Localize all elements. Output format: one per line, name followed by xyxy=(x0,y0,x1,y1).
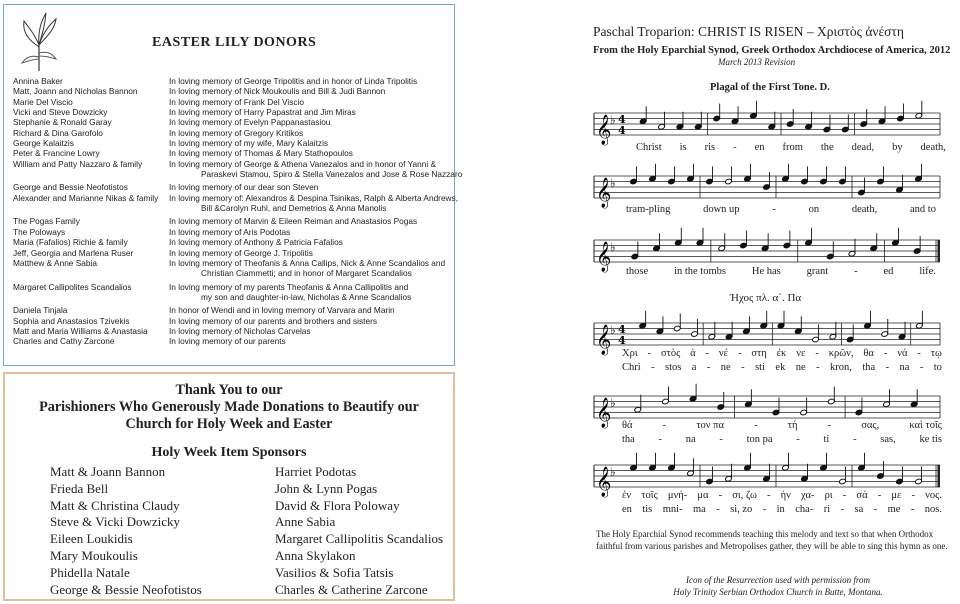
donor-row xyxy=(13,169,463,180)
donor-row xyxy=(13,237,453,247)
donor-name: Vicki and Steve Dowzicky xyxy=(13,107,108,118)
lyric-syllable: - xyxy=(910,504,915,515)
lyric-syllable: ti xyxy=(823,434,830,445)
lyric-syllable: - xyxy=(840,504,845,515)
lyric-syllable: in xyxy=(776,504,785,515)
thank-you-line-2: Parishioners Who Generously Made Donations to Beautify our xyxy=(39,399,419,415)
sponsor-name: George & Bessie Neofotistos xyxy=(50,581,202,597)
donor-memorial: In loving memory of Aris Podotas xyxy=(169,226,291,237)
sponsor-name: Harriet Podotas xyxy=(275,464,357,479)
donor-memorial: In loving memory of: Alexandros & Despina Tsinikas, Ralph & Alberta Andrews, xyxy=(169,192,459,203)
donor-name: The Poloways xyxy=(13,226,66,237)
lyric-syllable: Christ xyxy=(636,142,662,153)
donor-name: Matt, Joann and Nicholas Bannon xyxy=(13,86,138,97)
donor-memorial: In loving memory of our dear son Steven xyxy=(169,182,319,193)
lyric-syllable: στη xyxy=(751,348,767,359)
music-sheet xyxy=(588,10,956,600)
lyric-syllable: τοῖς xyxy=(641,490,658,501)
lyric-syllable: νά xyxy=(897,348,908,359)
donor-row xyxy=(13,203,453,213)
lyric-syllable: from xyxy=(782,142,803,153)
music-mode-label: Plagal of the First Tone. D. xyxy=(710,82,830,93)
donor-memorial: In loving memory of Evelyn Pappanastasiou xyxy=(169,117,331,128)
donors-title: EASTER LILY DONORS xyxy=(152,35,317,50)
greek-mode-label: Ήχος πλ. α΄. Πα xyxy=(730,292,802,304)
lyric-syllable: He has xyxy=(751,266,781,277)
lyric-syllable: κρῶν, xyxy=(828,348,854,359)
easter-lily-donors-panel xyxy=(3,4,463,366)
lyric-syllable: na xyxy=(685,434,696,445)
lyric-syllable: - xyxy=(716,504,720,515)
donor-row xyxy=(13,182,453,192)
lyric-syllable: ma xyxy=(692,504,706,515)
donor-name xyxy=(13,268,169,278)
sponsors-right-column xyxy=(275,464,443,598)
lyric-syllable: - xyxy=(772,204,776,215)
donor-name: Richard & Dina Garofolo xyxy=(13,127,103,138)
lyric-syllable: sti xyxy=(755,362,765,373)
lyric-syllable: nos. xyxy=(924,504,942,515)
time-signature: 4 xyxy=(618,113,626,126)
lyric-syllable: μα xyxy=(697,490,709,501)
flat-sign-icon: ♭ xyxy=(610,176,616,190)
lyric-syllable: θα xyxy=(863,348,874,359)
donor-memorial: In loving memory of Frank Del Viscio xyxy=(169,96,304,107)
donor-row xyxy=(13,159,453,169)
lyric-syllable: ed xyxy=(883,266,894,277)
treble-clef-icon: 𝄞 xyxy=(596,325,612,355)
donor-memorial: In loving memory of George J. Tripolitis xyxy=(169,247,313,258)
sponsor-name: Margaret Callipolitis Scandalios xyxy=(275,531,444,547)
lyric-syllable: me xyxy=(887,504,901,515)
sponsors-panel xyxy=(3,372,455,601)
lyric-syllable: - xyxy=(706,362,711,373)
lyric-syllable: στὸς xyxy=(660,348,681,359)
lyric-syllable: ρι xyxy=(824,490,833,501)
donor-row xyxy=(13,227,453,237)
lyric-syllable: - xyxy=(796,434,800,445)
lyric-syllable: death, xyxy=(851,204,878,215)
thank-you-line-3: Church for Holy Week and Easter xyxy=(125,416,333,432)
donor-row xyxy=(13,268,453,278)
lyric-syllable: sas, xyxy=(880,434,896,445)
lyric-syllable: - xyxy=(885,362,890,373)
lyric-syllable: ris xyxy=(704,142,716,153)
donor-name xyxy=(13,169,169,179)
lyric-syllable: τῳ xyxy=(930,348,942,359)
donor-row xyxy=(13,128,453,138)
donor-name: George and Bessie Neofotistos xyxy=(13,182,128,193)
lyric-syllable: a xyxy=(691,362,697,373)
lyric-syllable: is xyxy=(679,142,687,153)
translit-lyrics-line-1 xyxy=(622,362,942,373)
sponsors-left-column xyxy=(50,464,202,598)
greek-lyrics-line-2 xyxy=(622,420,942,431)
donor-row xyxy=(13,192,459,203)
icon-credit-line-1: Icon of the Resurrection used with permission from xyxy=(685,575,871,585)
lyric-syllable: - xyxy=(877,490,882,501)
donor-row xyxy=(13,292,453,302)
lyric-syllable: en xyxy=(622,504,632,515)
lyric-syllable: down up xyxy=(703,204,740,215)
lyric-syllable: θά xyxy=(622,420,633,431)
lily-icon xyxy=(16,11,62,73)
greek-lyrics-line-1 xyxy=(622,348,942,359)
lyric-syllable: τή xyxy=(787,420,798,431)
sponsor-name: Vasilios & Sofia Tatsis xyxy=(275,564,394,580)
lyrics-line-1 xyxy=(636,142,946,153)
donor-memorial: In loving memory of Harry Papastrat and Jim Miras xyxy=(169,107,356,118)
staff-system-1 xyxy=(594,105,950,145)
flat-sign-icon: ♭ xyxy=(610,323,616,337)
lyric-syllable: - xyxy=(816,362,820,373)
lyric-syllable: - xyxy=(873,504,878,515)
lyric-syllable: ne xyxy=(795,362,806,373)
lyric-syllable: ἐκ xyxy=(776,348,787,359)
lyric-syllable: ton pa xyxy=(746,434,773,445)
lyric-syllable: - xyxy=(718,490,723,501)
donor-memorial: In loving memory of Anthony & Patricia Fafalios xyxy=(169,237,343,248)
sponsor-name: Steve & Vicki Dowzicky xyxy=(50,514,181,530)
treble-clef-icon: 𝄞 xyxy=(596,115,612,145)
lyric-syllable: those xyxy=(626,266,649,277)
synod-note: The Holy Eparchial Synod recommends teaching this melody and text so that when Orthodox faithful from various parishes and Metropolises gather, they will be able to sing this hymn as one. xyxy=(596,529,948,551)
translit-lyrics-line-2 xyxy=(622,434,942,445)
lyric-syllable: με xyxy=(891,490,902,501)
donor-name: Annina Baker xyxy=(13,76,63,86)
lyric-syllable: - xyxy=(737,348,742,359)
lyric-syllable: χα- xyxy=(801,490,815,501)
lyric-syllable: - xyxy=(815,348,819,359)
donor-name: William and Patty Nazzaro & family xyxy=(13,158,143,169)
treble-clef-icon: 𝄞 xyxy=(596,467,612,497)
sponsor-name: Charles & Catherine Zarcone xyxy=(275,581,428,597)
lyric-syllable: ke tis xyxy=(919,434,942,445)
lyric-syllable: tha xyxy=(862,362,876,373)
donor-memorial: In loving memory of our parents and brothers and sisters xyxy=(169,315,377,326)
lyric-syllable: - xyxy=(658,434,663,445)
flat-sign-icon: ♭ xyxy=(610,396,616,410)
lyric-syllable: tram-pling xyxy=(626,204,671,215)
lyric-syllable: to xyxy=(933,362,942,373)
flat-sign-icon: ♭ xyxy=(610,240,616,254)
lyric-syllable: νος. xyxy=(925,490,942,501)
icon-credit xyxy=(618,575,938,598)
holy-week-sponsors-title: Holy Week Item Sponsors xyxy=(151,445,307,460)
donor-memorial: Bill &Carolyn Ruhl, and Demetrios & Anna Manolis xyxy=(201,203,387,214)
lyric-syllable: Chri xyxy=(622,362,641,373)
lyric-syllable: - xyxy=(883,348,888,359)
lyrics-line-3 xyxy=(626,266,936,277)
lyric-syllable: si, zo xyxy=(730,504,753,515)
lyric-syllable: - xyxy=(762,504,767,515)
donor-row xyxy=(13,282,453,292)
donor-row xyxy=(13,117,453,127)
lyric-syllable: life. xyxy=(919,266,936,277)
donor-name: Sophia and Anastasios Tzivekis xyxy=(13,315,130,326)
sponsor-name: Anna Skylakon xyxy=(275,547,356,563)
flat-sign-icon: ♭ xyxy=(610,465,616,479)
flat-sign-icon: ♭ xyxy=(610,113,616,127)
donor-name: Margaret Callipolites Scandalios xyxy=(13,281,132,292)
sponsor-name: John & Lynn Pogas xyxy=(275,480,378,496)
lyric-syllable: - xyxy=(651,362,655,373)
lyric-syllable: mni- xyxy=(662,504,683,515)
donor-row xyxy=(13,86,453,96)
donor-memorial: In loving memory of my parents Theofanis & Anna Callipolitis and xyxy=(169,281,409,292)
donor-memorial: In loving memory of Nick Moukoulis and Bill & Judi Bannon xyxy=(169,86,386,97)
lyric-syllable: - xyxy=(741,362,745,373)
donor-row xyxy=(13,305,453,315)
donor-row xyxy=(13,138,453,148)
translit-lyrics-line-3 xyxy=(622,504,942,515)
lyric-syllable: σά xyxy=(856,490,868,501)
donor-name: Jeff, Georgia and Marlena Ruser xyxy=(13,247,134,258)
lyric-syllable: kron, xyxy=(830,362,852,373)
donor-memorial: In honor of Wendi and in loving memory of Varvara and Marin xyxy=(169,305,395,316)
lyric-syllable: stos xyxy=(665,362,682,373)
icon-credit-line-2: Holy Trinity Serbian Orthodox Church in Butte, Montana. xyxy=(673,586,883,597)
lyric-syllable: death, xyxy=(920,142,946,153)
donor-row xyxy=(13,326,453,336)
donor-name: Matthew & Anne Sabia xyxy=(13,257,97,268)
thank-you-heading xyxy=(5,382,453,433)
time-signature: 4 xyxy=(618,334,626,347)
lyric-syllable: - xyxy=(917,348,921,359)
donor-list xyxy=(13,76,463,347)
donor-row xyxy=(13,107,453,117)
donor-row xyxy=(13,316,453,326)
lyric-syllable: - xyxy=(662,420,667,431)
lyric-syllable: - xyxy=(754,420,758,431)
lyric-syllable: τον πα xyxy=(696,420,724,431)
donor-memorial: In loving memory of Thomas & Mary Stathopoulos xyxy=(169,148,353,159)
final-bar-line xyxy=(938,465,941,487)
lyric-syllable: ri xyxy=(823,504,831,515)
donor-name: Charles and Cathy Zarcone xyxy=(13,336,115,347)
lyric-syllable: - xyxy=(767,490,771,501)
donor-name: Marie Del Viscio xyxy=(13,96,73,107)
lyric-syllable: νε xyxy=(796,348,806,359)
sponsor-name: Eileen Loukidis xyxy=(50,531,133,547)
lyric-syllable: - xyxy=(911,490,915,501)
lyric-syllable: tha xyxy=(622,434,635,445)
lyric-syllable: καὶ τοῖς xyxy=(909,420,942,431)
sponsor-name: David & Flora Poloway xyxy=(275,497,400,513)
music-title: Paschal Troparion: CHRIST IS RISEN – Χριστὸς ἀνέστη xyxy=(593,24,904,39)
thank-you-line-1: Thank You to our xyxy=(175,382,283,398)
lyric-syllable: na xyxy=(899,362,910,373)
donor-name: The Pogas Family xyxy=(13,216,80,227)
donor-row xyxy=(13,258,453,268)
final-bar-line xyxy=(938,240,941,262)
donor-memorial: In loving memory of Gregory Kritikos xyxy=(169,127,304,138)
lyric-syllable: - xyxy=(705,348,710,359)
lyric-syllable: the xyxy=(820,142,834,153)
music-revision: March 2013 Revision xyxy=(718,57,796,67)
lyric-syllable: μνή- xyxy=(667,490,688,501)
lyric-syllable: - xyxy=(842,490,847,501)
donor-memorial: In loving memory of George Tripolitis and in honor of Linda Tripolitis xyxy=(169,76,418,86)
time-signature: 4 xyxy=(618,124,626,137)
lyric-syllable: ἀ xyxy=(690,348,696,359)
lyric-syllable: on xyxy=(808,204,820,215)
donor-row xyxy=(13,148,453,158)
sponsor-name: Anne Sabia xyxy=(275,514,336,530)
lyrics-line-2 xyxy=(626,204,936,215)
staff-system-2 xyxy=(594,168,950,208)
donor-name: Stephanie & Ronald Garay xyxy=(13,117,112,128)
donor-row xyxy=(13,76,453,86)
sponsor-name: Matt & Christina Claudy xyxy=(50,497,180,513)
donor-name: Daniela Tinjala xyxy=(13,305,68,316)
lyric-syllable: σας, xyxy=(861,420,880,431)
lyric-syllable: - xyxy=(853,434,857,445)
treble-clef-icon: 𝄞 xyxy=(596,398,612,428)
lyric-syllable: dead, xyxy=(851,142,875,153)
lyric-syllable: νέ xyxy=(718,348,729,359)
lyric-syllable: ὴν xyxy=(780,490,791,501)
lyric-syllable: ek xyxy=(775,362,786,373)
lyric-syllable: by xyxy=(892,142,903,153)
donor-memorial: my son and daughter-in-law, Nicholas & Anne Scandalios xyxy=(201,291,412,302)
lyric-syllable: grant xyxy=(806,266,829,277)
lyric-syllable: - xyxy=(919,362,924,373)
donor-name xyxy=(13,292,169,302)
donor-name: George Kalaitzis xyxy=(13,138,74,149)
donor-name: Matt and Maria Williams & Anastasia xyxy=(13,325,148,336)
lyric-syllable: σι, ζω xyxy=(732,490,757,501)
donor-memorial: Paraskevi Stamou, Spiro & Stella Vanezalos and Jose & Rose Nazzaro xyxy=(201,169,463,180)
sponsor-name: Frieda Bell xyxy=(50,480,109,496)
lyric-syllable: - xyxy=(827,420,832,431)
lyric-syllable: sa xyxy=(854,504,864,515)
donor-memorial: In loving memory of Nicholas Carvelas xyxy=(169,325,311,336)
lyric-syllable: ne xyxy=(720,362,731,373)
lyric-syllable: - xyxy=(854,266,858,277)
donor-memorial: In loving memory of Theofanis & Anna Callips, Nick & Anne Scandalios and xyxy=(169,257,446,268)
time-signature: 4 xyxy=(618,323,626,336)
music-subtitle: From the Holy Eparchial Synod, Greek Orthodox Archdiocese of America, 2012 xyxy=(593,45,951,56)
donor-row xyxy=(13,336,453,346)
lyric-syllable: - xyxy=(719,434,723,445)
sponsor-name: Mary Moukoulis xyxy=(50,547,138,563)
lyric-syllable: cha- xyxy=(795,504,814,515)
lyric-syllable: - xyxy=(733,142,737,153)
lyric-syllable: and to xyxy=(910,204,936,215)
treble-clef-icon: 𝄞 xyxy=(596,178,612,208)
donor-memorial: In loving memory of Marvin & Eileen Reiman and Anastasios Pogas xyxy=(169,216,418,227)
donor-row xyxy=(13,248,453,258)
lyric-syllable: Χρι xyxy=(622,348,638,359)
lyric-syllable: ἐν xyxy=(622,490,632,501)
donor-memorial: In loving memory of my wife, Mary Kalaitzis xyxy=(169,138,329,149)
lyric-syllable: in the tombs xyxy=(674,266,726,277)
donor-row xyxy=(13,216,453,226)
donor-name xyxy=(13,203,169,213)
lyric-syllable: en xyxy=(754,142,765,153)
donor-name: Alexander and Marianne Nikas & family xyxy=(13,192,159,203)
donor-memorial: In loving memory of George & Athena Vanezalos and in honor of Yanni & xyxy=(169,158,437,169)
sponsor-name: Phidella Natale xyxy=(50,564,130,580)
lyric-syllable: - xyxy=(647,348,652,359)
treble-clef-icon: 𝄞 xyxy=(596,242,612,272)
sponsor-name: Matt & Joann Bannon xyxy=(50,464,166,479)
donor-name: Maria (Fafalios) Richie & family xyxy=(13,237,128,248)
donor-row xyxy=(13,97,453,107)
donor-name: Peter & Francine Lowry xyxy=(13,148,100,159)
donor-memorial: Christian Ciammetti; and in honor of Margaret Scandalios xyxy=(201,268,412,279)
lyric-syllable: tis xyxy=(642,504,653,515)
donor-memorial: In loving memory of our parents xyxy=(169,336,286,347)
greek-lyrics-line-3 xyxy=(622,490,942,501)
